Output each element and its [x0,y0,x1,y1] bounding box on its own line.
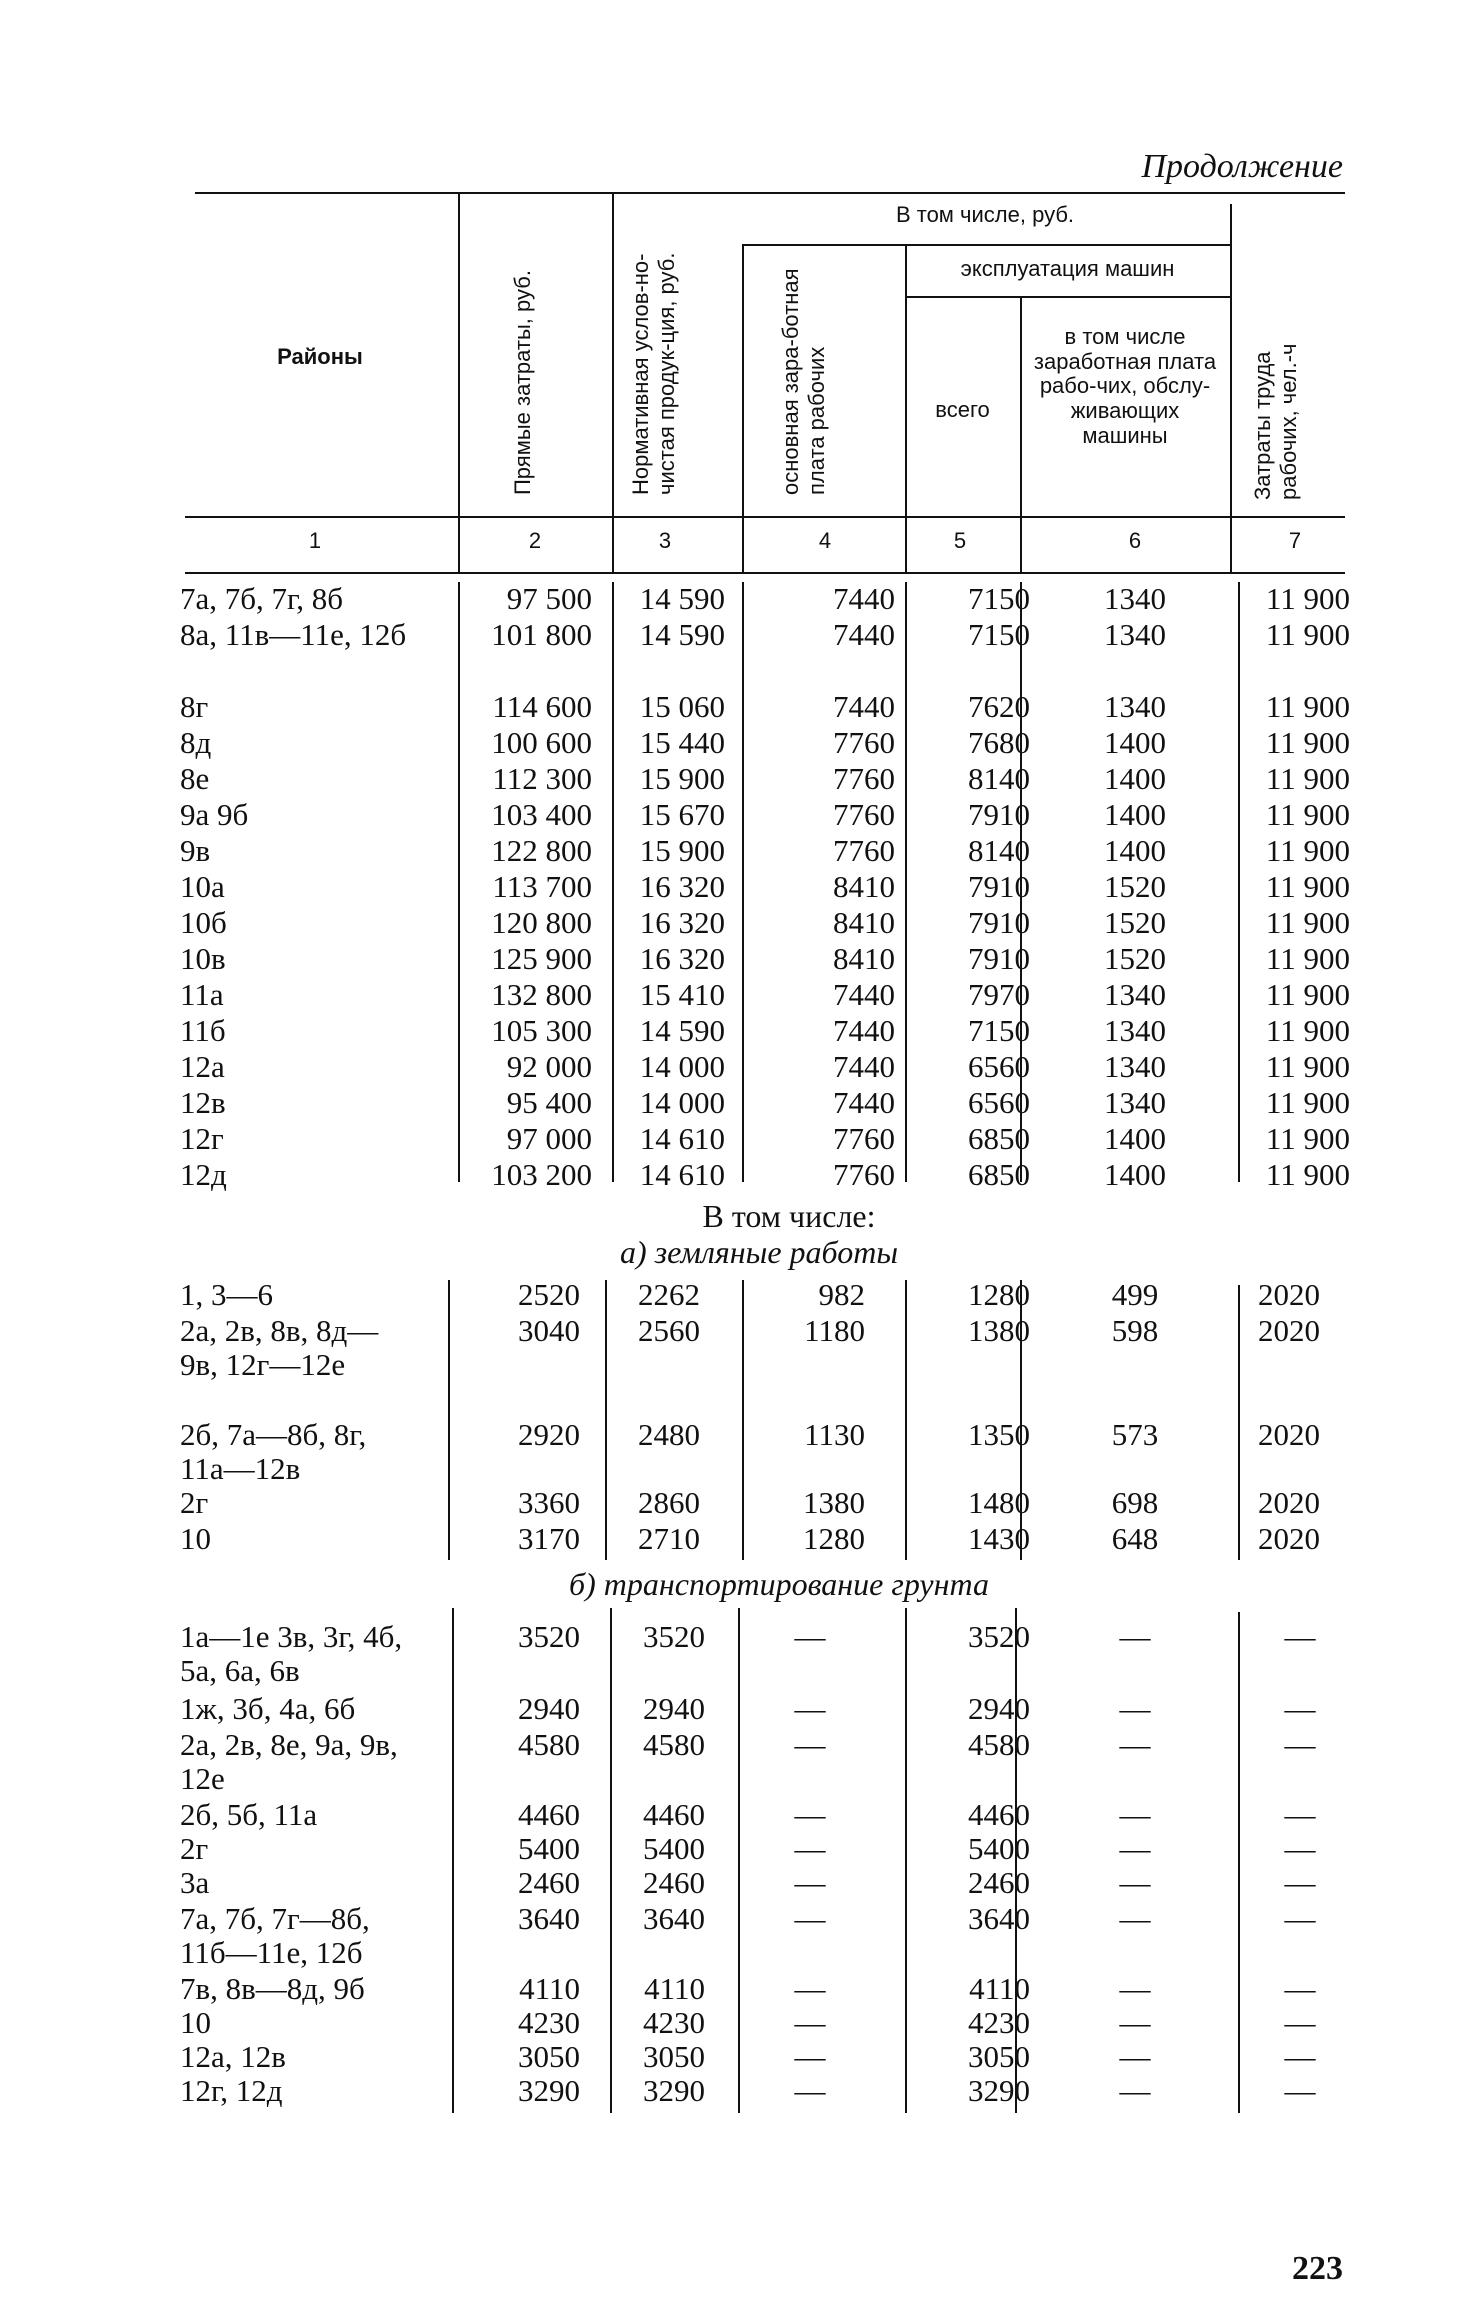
cell-machines-total: 1430 [968,1521,1030,1556]
cell-normative: 3290 [643,2073,705,2108]
cell-wages: — [794,2005,826,2040]
header-vline-4 [905,244,907,572]
cell-direct: 3170 [518,1521,580,1556]
cell-normative: 4580 [643,1727,705,1762]
cell-machines-wages: 1520 [1104,941,1166,976]
cell-direct: 112 300 [492,761,592,796]
cell-direct: 103 200 [491,1157,592,1192]
cell-direct: 3040 [518,1313,580,1348]
cell-machines-total: 7910 [968,905,1030,940]
header-basic-wages [778,255,830,495]
cell-direct: 2460 [518,1865,580,1900]
cell-region: 7а, 7б, 7г, 8б [180,581,344,616]
cell-direct: 105 300 [491,1013,592,1048]
cell-labor: 2020 [1258,1485,1320,1520]
cell-region: 12а, 12в [180,2039,286,2074]
cell-region: 3а [180,1865,210,1900]
cell-machines-total: 2460 [968,1865,1030,1900]
cell-machines-total: 7150 [968,1013,1030,1048]
cell-machines-wages: — [1119,1619,1151,1654]
cell-machines-wages: — [1119,1971,1151,2006]
cell-machines-wages: 499 [1111,1277,1159,1312]
cell-labor: 11 900 [1265,617,1350,652]
sa-vline-4 [905,1280,907,1560]
cell-labor: — [1284,1971,1316,2006]
cell-wages: 7440 [833,1013,895,1048]
cell-normative: 16 320 [639,941,725,976]
cell-machines-total: 7910 [968,941,1030,976]
cell-region: 2г [180,1831,209,1866]
page-number: 223 [1292,2250,1343,2287]
header-normative-product [628,195,680,495]
cell-labor: 11 900 [1265,1157,1350,1192]
cell-direct: 100 600 [491,725,592,760]
cell-direct: 3290 [518,2073,580,2108]
cell-region: 1ж, 3б, 4а, 6б [180,1691,356,1726]
cell-labor: 11 900 [1265,581,1350,616]
cell-labor: 11 900 [1265,1121,1350,1156]
cell-region: 12г [180,1121,224,1156]
cell-normative: 2860 [638,1485,700,1520]
cell-region: 7а, 7б, 7г—8б, 11б—11е, 12б [180,1901,370,1970]
cell-machines-wages: — [1119,1865,1151,1900]
cell-wages: 7440 [833,977,895,1012]
header-normative-product-text: Нормативная услов-но-чистая продук-ция, руб. [628,252,679,495]
cell-normative: 14 000 [639,1085,725,1120]
including-heading: В том числе: [702,1198,876,1234]
cell-direct: 125 900 [491,941,592,976]
cell-wages: 7440 [833,617,895,652]
cell-machines-wages: — [1119,2039,1151,2074]
cell-machines-total: 6560 [968,1049,1030,1084]
cell-wages: — [794,1619,826,1654]
cell-machines-total: 1480 [968,1485,1030,1520]
cell-machines-total: 1280 [968,1277,1030,1312]
cell-machines-wages: 1400 [1104,725,1166,760]
cell-region: 8а, 11в—11е, 12б [180,617,407,652]
sb-vline-6 [1238,1612,1240,2113]
cell-wages: — [794,1971,826,2006]
cell-normative: 14 590 [639,1013,725,1048]
cell-machines-total: 4460 [968,1797,1030,1832]
cell-wages: 7760 [833,833,895,868]
cell-direct: 97 500 [506,581,592,616]
cell-wages: 7760 [833,761,895,796]
cell-direct: 5400 [518,1831,580,1866]
subgroup-rule [905,296,1230,298]
header-vline-6 [1230,204,1232,572]
cell-normative: 2480 [638,1417,700,1452]
cell-machines-wages: — [1119,1727,1151,1762]
colnum-7: 7 [1288,528,1302,553]
cell-normative: 4110 [644,1971,705,2006]
header-direct-costs-text: Прямые затраты, руб. [510,270,535,495]
cell-machines-total: 8140 [968,833,1030,868]
cell-wages: 7760 [833,1121,895,1156]
cell-region: 9в [180,833,211,868]
section-a-title: а) земляные работы [620,1234,898,1270]
cell-normative: 3520 [643,1619,705,1654]
cell-direct: 3050 [518,2039,580,2074]
cell-wages: 7440 [833,581,895,616]
cell-labor: 11 900 [1265,869,1350,904]
cell-machines-total: 7910 [968,797,1030,832]
cell-machines-wages: 648 [1111,1521,1159,1556]
cell-normative: 15 670 [639,797,725,832]
cell-region: 2б, 7а—8б, 8г, 11а—12в [180,1417,367,1486]
cell-normative: 5400 [643,1831,705,1866]
cell-region: 7в, 8в—8д, 9б [180,1971,365,2006]
cell-labor: 11 900 [1265,1085,1350,1120]
cell-region: 8д [180,725,212,760]
cell-machines-wages: 1340 [1104,1049,1166,1084]
colnum-6: 6 [1128,528,1142,553]
cell-direct: 103 400 [491,797,592,832]
cell-wages: 7760 [833,797,895,832]
cell-labor: — [1284,1797,1316,1832]
cell-normative: 15 900 [639,761,725,796]
cell-direct: 2920 [518,1417,580,1452]
body-vline-3 [742,582,744,1182]
cell-normative: 4230 [643,2005,705,2040]
cell-machines-total: 7150 [968,581,1030,616]
cell-normative: 2262 [638,1277,700,1312]
numbers-bottom-rule [185,572,1345,574]
cell-region: 10 [180,1521,211,1556]
continuation-label: Продолжение [1141,148,1343,185]
cell-machines-total: 1350 [968,1417,1030,1452]
cell-direct: 4230 [518,2005,580,2040]
cell-labor: 2020 [1258,1313,1320,1348]
cell-labor: 2020 [1258,1277,1320,1312]
cell-labor: 11 900 [1265,689,1350,724]
cell-normative: 16 320 [639,905,725,940]
header-direct-costs [510,215,536,495]
cell-region: 12г, 12д [180,2073,283,2108]
header-group: В том числе, руб. [895,202,1075,227]
cell-normative: 15 900 [639,833,725,868]
cell-region: 10в [180,941,226,976]
cell-machines-total: 6850 [968,1121,1030,1156]
cell-machines-total: 3050 [968,2039,1030,2074]
cell-machines-total: 4230 [968,2005,1030,2040]
cell-machines-wages: — [1119,1901,1151,1936]
cell-machines-wages: 1340 [1104,1085,1166,1120]
cell-direct: 122 800 [491,833,592,868]
header-regions: Районы [277,344,363,369]
cell-machines-total: 7680 [968,725,1030,760]
cell-normative: 14 590 [639,581,725,616]
cell-labor: 11 900 [1265,1013,1350,1048]
cell-direct: 101 800 [491,617,592,652]
cell-region: 12в [180,1085,226,1120]
cell-machines-wages: 1340 [1104,1013,1166,1048]
cell-machines-total: 2940 [968,1691,1030,1726]
cell-region: 10 [180,2005,211,2040]
cell-machines-wages: 1340 [1104,977,1166,1012]
cell-region: 12д [180,1157,227,1192]
cell-direct: 113 700 [492,869,592,904]
cell-machines-wages: 1400 [1104,1121,1166,1156]
cell-region: 11а [180,977,224,1012]
cell-wages: 1130 [804,1417,865,1452]
cell-machines-total: 8140 [968,761,1030,796]
cell-normative: 15 440 [639,725,725,760]
cell-normative: 14 610 [639,1157,725,1192]
cell-labor: — [1284,1831,1316,1866]
cell-direct: 2520 [518,1277,580,1312]
cell-labor: 11 900 [1265,941,1350,976]
cell-normative: 14 590 [639,617,725,652]
cell-region: 8г [180,689,209,724]
cell-labor: 2020 [1258,1417,1320,1452]
cell-labor: 11 900 [1265,977,1350,1012]
cell-machines-total: 7620 [968,689,1030,724]
cell-wages: — [794,1831,826,1866]
cell-normative: 2560 [638,1313,700,1348]
cell-machines-total: 7910 [968,869,1030,904]
cell-machines-wages: 1340 [1104,617,1166,652]
cell-labor: 11 900 [1265,905,1350,940]
cell-normative: 4460 [643,1797,705,1832]
cell-labor: 11 900 [1265,1049,1350,1084]
cell-normative: 15 410 [639,977,725,1012]
cell-region: 2г [180,1485,209,1520]
cell-wages: 982 [818,1277,865,1312]
cell-machines-wages: 598 [1111,1313,1159,1348]
cell-machines-total: 4110 [969,1971,1030,2006]
cell-labor: 11 900 [1265,833,1350,868]
cell-region: 1, 3—6 [180,1277,273,1312]
cell-direct: 3360 [518,1485,580,1520]
cell-wages: — [794,2073,826,2108]
cell-labor: 11 900 [1265,725,1350,760]
cell-normative: 15 060 [639,689,725,724]
cell-direct: 120 800 [491,905,592,940]
cell-machines-total: 3520 [968,1619,1030,1654]
header-labor-costs [1250,260,1302,500]
cell-machines-wages: — [1119,1797,1151,1832]
header-vline-2 [612,192,614,572]
cell-machines-wages: — [1119,1691,1151,1726]
cell-direct: 92 000 [506,1049,592,1084]
colnum-4: 4 [818,528,832,553]
cell-normative: 3050 [643,2039,705,2074]
cell-direct: 97 000 [506,1121,592,1156]
cell-direct: 4110 [519,1971,580,2006]
cell-normative: 14 610 [639,1121,725,1156]
cell-wages: — [794,1691,826,1726]
cell-machines-wages: 1340 [1104,581,1166,616]
cell-wages: 8410 [833,941,895,976]
cell-wages: — [794,1901,826,1936]
cell-normative: 14 000 [639,1049,725,1084]
cell-region: 12а [180,1049,225,1084]
group-rule [742,244,1230,246]
cell-labor: — [1284,1619,1316,1654]
cell-labor: — [1284,2039,1316,2074]
header-vline-5 [1020,296,1022,572]
cell-machines-wages: 698 [1111,1485,1159,1520]
cell-machines-wages: 573 [1111,1417,1159,1452]
cell-machines-total: 1380 [968,1313,1030,1348]
cell-direct: 2940 [518,1691,580,1726]
cell-region: 9а 9б [180,797,249,832]
cell-region: 1а—1е 3в, 3г, 4б, 5а, 6а, 6в [180,1619,403,1688]
cell-machines-total: 7150 [968,617,1030,652]
cell-direct: 4460 [518,1797,580,1832]
cell-normative: 3640 [643,1901,705,1936]
cell-wages: — [794,1797,826,1832]
header-vline-1 [458,192,460,572]
cell-wages: — [794,2039,826,2074]
cell-machines-wages: 1520 [1104,905,1166,940]
colnum-2: 2 [528,528,542,553]
body-vline-2 [612,582,614,1182]
cell-machines-wages: 1400 [1104,797,1166,832]
cell-direct: 3520 [518,1619,580,1654]
cell-region: 2б, 5б, 11а [180,1797,318,1832]
table-top-rule [195,192,1345,194]
cell-machines-total: 6560 [968,1085,1030,1120]
header-wages-machines: в том числе заработная плата рабо-чих, обслу-живающих машины [1033,324,1217,448]
colnum-3: 3 [658,528,672,553]
body-vline-6 [1238,582,1240,1182]
cell-region: 2а, 2в, 8е, 9а, 9в, 12е [180,1727,398,1796]
cell-wages: 1180 [804,1313,865,1348]
cell-wages: 1280 [803,1521,865,1556]
cell-machines-wages: — [1119,1831,1151,1866]
cell-labor: — [1284,1901,1316,1936]
colnum-1: 1 [308,528,322,553]
cell-wages: 7440 [833,1085,895,1120]
cell-wages: 8410 [833,869,895,904]
cell-direct: 95 400 [506,1085,592,1120]
colnum-5: 5 [953,528,967,553]
cell-machines-wages: — [1119,2005,1151,2040]
cell-wages: 7440 [833,689,895,724]
cell-machines-wages: — [1119,2073,1151,2108]
cell-machines-wages: 1340 [1104,689,1166,724]
cell-wages: — [794,1727,826,1762]
cell-machines-wages: 1400 [1104,761,1166,796]
header-vline-3 [742,244,744,572]
cell-labor: — [1284,1727,1316,1762]
cell-labor: — [1284,1691,1316,1726]
cell-wages: 8410 [833,905,895,940]
header-labor-costs-text: Затраты труда рабочих, чел.-ч [1250,343,1301,500]
cell-wages: 7440 [833,1049,895,1084]
cell-region: 10б [180,905,227,940]
header-basic-wages-text: основная зара-ботная плата рабочих [778,268,829,495]
cell-machines-wages: 1520 [1104,869,1166,904]
cell-machines-total: 4580 [968,1727,1030,1762]
cell-normative: 2460 [643,1865,705,1900]
section-b-title: б) транспортирование грунта [568,1566,989,1602]
cell-region: 10а [180,869,225,904]
header-subgroup: эксплуатация машин [960,256,1175,281]
body-vline-4 [905,582,907,1182]
cell-region: 2а, 2в, 8в, 8д—9в, 12г—12е [180,1313,379,1382]
cell-labor: — [1284,1865,1316,1900]
cell-labor: — [1284,2005,1316,2040]
cell-machines-total: 6850 [968,1157,1030,1192]
cell-labor: 2020 [1258,1521,1320,1556]
cell-machines-wages: 1400 [1104,833,1166,868]
cell-normative: 2940 [643,1691,705,1726]
header-bottom-rule [185,516,1345,518]
header-total: всего [935,397,990,422]
cell-machines-wages: 1400 [1104,1157,1166,1192]
cell-region: 8е [180,761,210,796]
cell-machines-total: 3290 [968,2073,1030,2108]
cell-machines-total: 7970 [968,977,1030,1012]
cell-labor: 11 900 [1265,797,1350,832]
cell-labor: 11 900 [1265,761,1350,796]
cell-wages: 7760 [833,725,895,760]
cell-direct: 3640 [518,1901,580,1936]
sb-vline-3 [738,1608,740,2113]
cell-normative: 2710 [638,1521,700,1556]
cell-direct: 132 800 [491,977,592,1012]
cell-wages: 1380 [803,1485,865,1520]
cell-direct: 4580 [518,1727,580,1762]
cell-machines-total: 3640 [968,1901,1030,1936]
cell-machines-total: 5400 [968,1831,1030,1866]
sb-vline-4 [905,1608,907,2113]
cell-wages: — [794,1865,826,1900]
cell-direct: 114 600 [492,689,592,724]
cell-labor: — [1284,2073,1316,2108]
cell-normative: 16 320 [639,869,725,904]
cell-region: 11б [180,1013,226,1048]
cell-wages: 7760 [833,1157,895,1192]
